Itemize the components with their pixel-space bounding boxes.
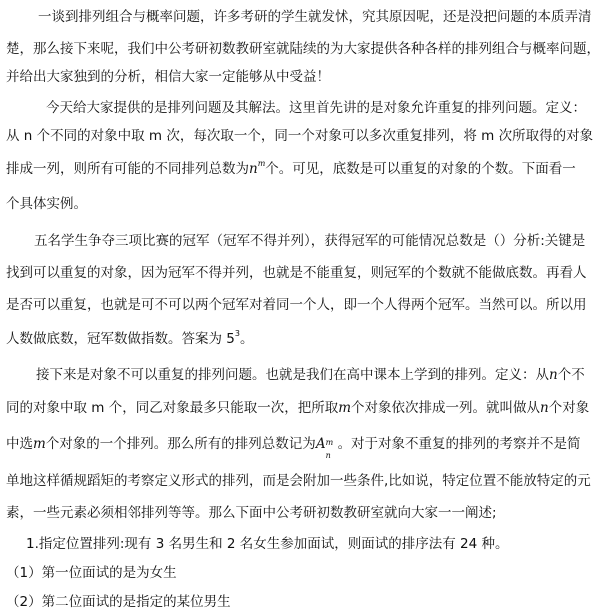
para4-line5: 素，一些元素必须相邻排列等等。那么下面中公考研初数教研室就向大家一一阐述; [6,505,497,521]
para4-line2: 同的对象中取 m 个，同乙对象最多只能取一次，把所取m个对象依次排成一列。就叫做从n个对象 [6,400,590,416]
para1-line3: 并给出大家独到的分析，相信大家一定能够从中受益！ [6,69,330,85]
para3-line4: 人数做底数，冠军数做指数。答案为 $5^3$。 [6,329,254,347]
answer-5-power-3: $5^3$ [226,329,240,347]
para2-line3: 排成一列，则所有可能的不同排列总数为$n^m$个。可见，底数是可以重复的对象的个数。下面看一 [6,159,576,177]
para3-line2: 找到可以重复的对象，因为冠军不得并列，也就是不能重复，则冠军的个数就不能做底数。再看人 [6,265,587,281]
para5-line3: （2）第二位面试的是指定的某位男生 [6,594,231,610]
para4-line1: 接下来是对象不可以重复的排列问题。也就是我们在高中课本上学到的排列。定义：从n个不 [36,367,585,383]
para4-line3: 中选m个对象的一个排列。那么所有的排列总数记为A m n 。对于对象不重复的排列的考察并不是简 [6,436,581,460]
formula-n-power-m: $n^m$ [249,159,266,177]
para1-line2: 楚，那么接下来呢，我们中公考研初数教研室就陆续的为大家提供各种各样的排列组合与概率问题， [6,41,600,57]
para2-line2: 从 n 个不同的对象中取 m 次，每次取一个，同一个对象可以多次重复排列，将 m 次所取得的对象 [6,128,594,144]
para3-line1: 五名学生争夺三项比赛的冠军（冠军不得并列），获得冠军的可能情况总数是（）分析:关键是 [34,233,586,249]
formula-A-n-m: A m n [315,436,334,460]
para3-line3: 是否可以重复，也就是可不可以两个冠军对着同一个人，即一个人得两个冠军。当然可以。所以用 [6,297,587,313]
para4-line4: 单地这样循规蹈矩的考察定义形式的排列，而是会附加一些条件,比如说，特定位置不能放特定的元 [6,473,591,489]
para2-line1: 今天给大家提供的是排列问题及其解法。这里首先讲的是对象允许重复的排列问题。定义： [46,100,586,116]
para2-line4: 个具体实例。 [6,196,87,212]
para5-line1: 1.指定位置排列:现有 3 名男生和 2 名女生参加面试，则面试的排序法有 24 种。 [26,536,509,552]
para1-line1: 一谈到排列组合与概率问题，许多考研的学生就发怵，究其原因呢，还是没把问题的本质弄清 [38,9,592,25]
para5-line2: （1）第一位面试的是为女生 [6,565,177,581]
